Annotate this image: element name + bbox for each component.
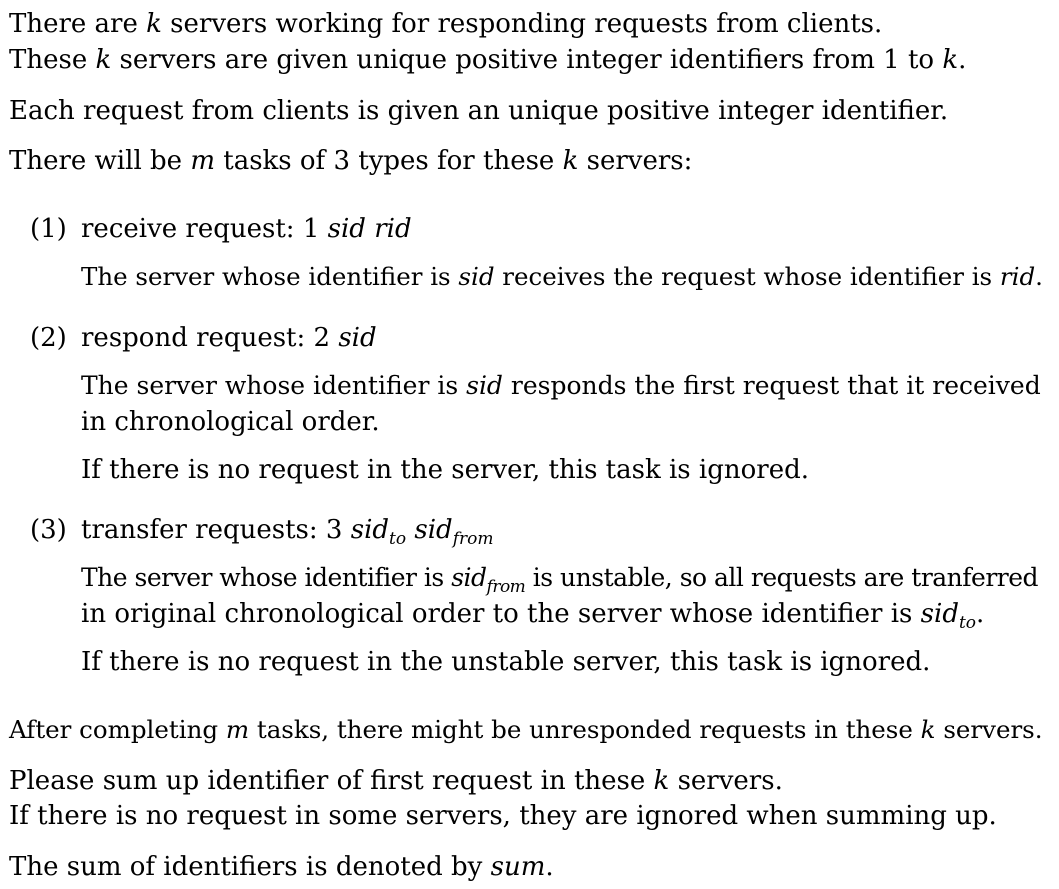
task-3-note: If there is no request in the unstable server, this task is ignored. (81, 647, 931, 677)
task-3-description-line-1: The server whose identifier is sid$_{from}$ is unstable, so all requests are tranferred (81, 563, 1039, 597)
task-3-description-line-2: in original chronological order to the server whose identifier is sid$_{to}$. (81, 599, 985, 633)
outro-line-4: The sum of identifiers is denoted by sum. (9, 852, 554, 882)
task-3-heading: (3) transfer requests: 3 sid$_{to}$ sid$_{from}$ (30, 515, 494, 549)
task-2-note: If there is no request in the server, this task is ignored. (81, 455, 809, 485)
task-1-number: (1) (30, 214, 67, 244)
task-3-number: (3) (30, 515, 67, 545)
intro-line-2: These k servers are given unique positive integer identifiers from 1 to k. (9, 45, 967, 75)
intro-line-3: Each request from clients is given an unique positive integer identifier. (9, 96, 949, 126)
task-2-number: (2) (30, 323, 67, 353)
task-2-description-line-2: in chronological order. (81, 407, 380, 437)
task-2-description-line-1: The server whose identifier is sid responds the first request that it received (81, 371, 1041, 400)
intro-line-1: There are k servers working for responding requests from clients. (9, 9, 883, 39)
outro-line-3: If there is no request in some servers, they are ignored when summing up. (9, 801, 997, 831)
intro-line-4: There will be m tasks of 3 types for these k servers: (9, 146, 693, 176)
outro-line-1: After completing m tasks, there might be unresponded requests in these k servers. (9, 715, 1043, 744)
task-2-heading: (2) respond request: 2 sid (30, 323, 377, 353)
task-1-heading: (1) receive request: 1 sid rid (30, 214, 412, 244)
task-1-description: The server whose identifier is sid receives the request whose identifier is rid. (81, 262, 1043, 291)
outro-line-2: Please sum up identifier of first request in these k servers. (9, 766, 783, 796)
